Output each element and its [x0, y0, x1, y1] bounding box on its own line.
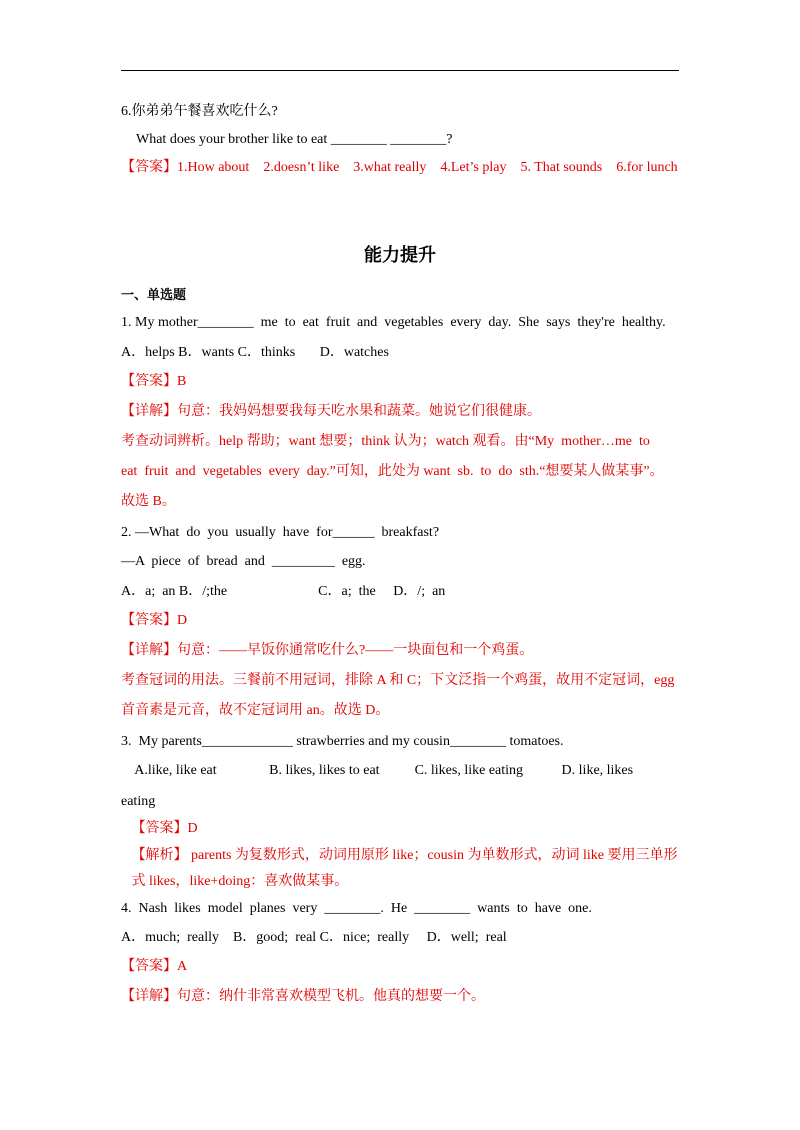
q3-stem: 3. My parents_____________ strawberries and my cousin________ tomatoes.: [121, 734, 564, 749]
q4-answer: 【答案】A: [121, 959, 188, 974]
q3-options: A.like, like eat B. likes, likes to eat C. likes, like eating D. like, likes: [121, 763, 634, 778]
question-6-chinese: 6.你弟弟午餐喜欢吃什么?: [121, 104, 278, 119]
question-6-english: What does your brother like to eat ________ ________?: [136, 132, 453, 147]
q3-detail: 式 likes，like+doing：喜欢做某事。: [121, 874, 349, 889]
q1-detail: 【详解】句意：我妈妈想要我每天吃水果和蔬菜。她说它们很健康。: [121, 404, 541, 419]
section-title: 能力提升: [364, 245, 436, 266]
q3-answer: 【答案】D: [121, 821, 198, 836]
q2-detail: 考查冠词的用法。三餐前不用冠词，排除 A 和 C；下文泛指一个鸡蛋，故用不定冠词，egg: [121, 673, 675, 688]
q4-detail: 【详解】句意：纳什非常喜欢模型飞机。他真的想要一个。: [121, 989, 485, 1004]
q1-answer: 【答案】B: [121, 374, 187, 389]
q4-options: A．much; really B．good; real C．nice; really D．well; real: [121, 930, 507, 945]
q1-detail: 故选 B。: [121, 494, 176, 509]
q2-detail: 首音素是元音，故不定冠词用 an。故选 D。: [121, 703, 390, 718]
previous-answer-line: 【答案】1.How about 2.doesn’t like 3.what really 4.Let’s play 5. That sounds 6.for lunch: [121, 160, 678, 175]
q1-options: A．helps B．wants C．thinks D．watches: [121, 345, 389, 360]
q2-stem: 2. —What do you usually have for______ breakfast?: [121, 525, 440, 540]
header-rule: [121, 70, 679, 71]
q3-detail: 【解析】 parents 为复数形式，动词用原形 like；cousin 为单数形式，动词 like 要用三单形: [121, 848, 678, 863]
q4-stem: 4. Nash likes model planes very ________. He ________ wants to have one.: [121, 901, 592, 916]
q2-stem-response: —A piece of bread and _________ egg.: [121, 554, 366, 569]
q2-detail: 【详解】句意：——早饭你通常吃什么?——一块面包和一个鸡蛋。: [121, 643, 534, 658]
q1-stem: 1. My mother________ me to eat fruit and vegetables every day. She says they're healthy.: [121, 315, 666, 330]
q3-options-continued: eating: [121, 794, 156, 809]
section-heading: 一、单选题: [121, 288, 187, 303]
q2-answer: 【答案】D: [121, 613, 188, 628]
q2-options: A．a; an B．/;the C．a; the D．/; an: [121, 584, 446, 599]
q1-detail: 考查动词辨析。help 帮助；want 想要；think 认为；watch 观看。由“My mother…me to: [121, 434, 650, 449]
q1-detail: eat fruit and vegetables every day.”可知，此处为 want sb. to do sth.“想要某人做某事”。: [121, 464, 664, 479]
